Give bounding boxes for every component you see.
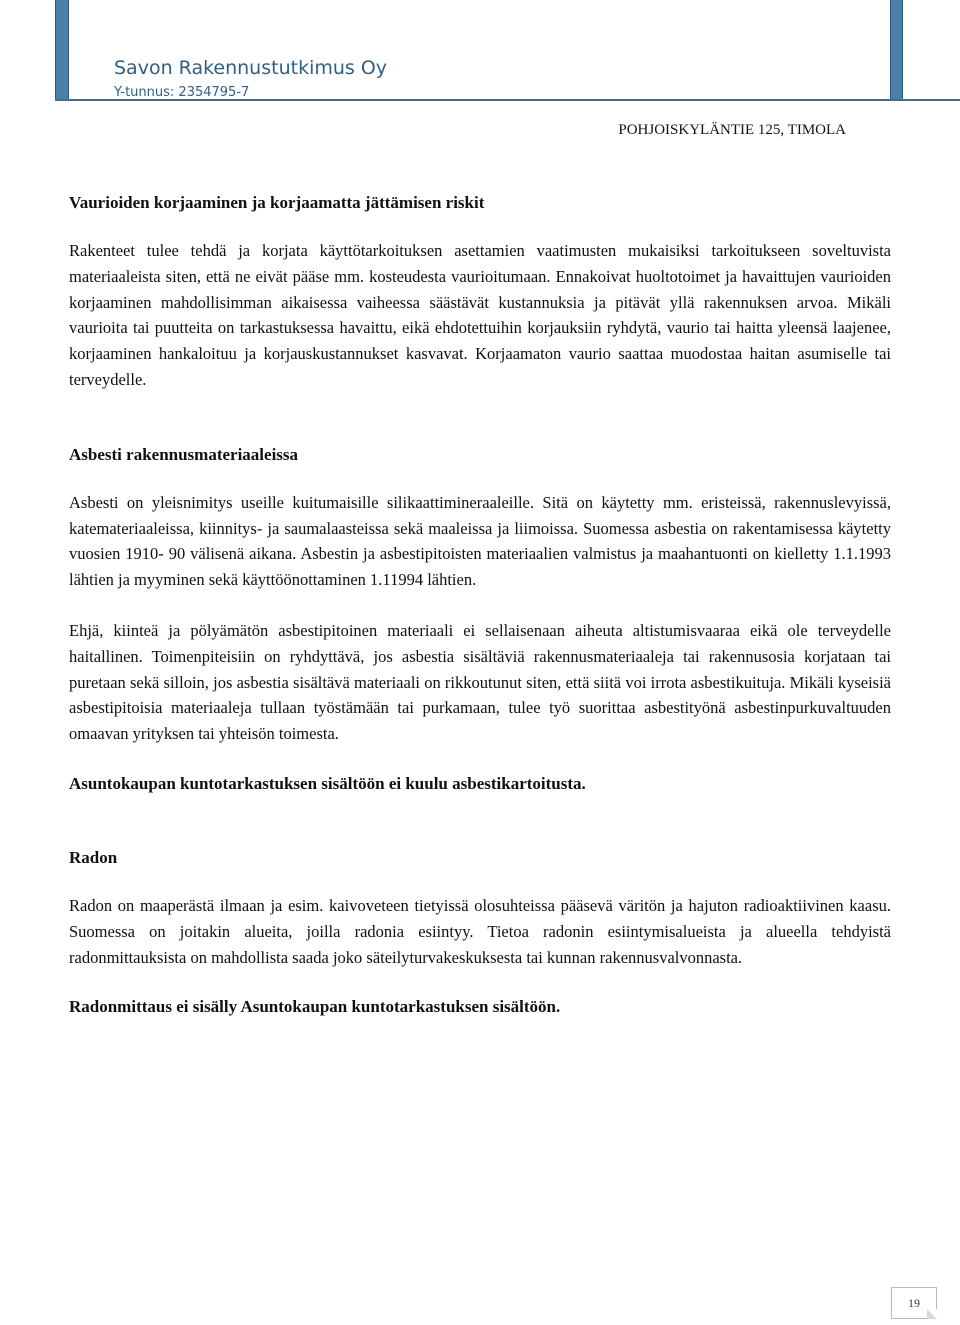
radon-note: Radonmittaus ei sisälly Asuntokaupan kuntotarkastuksen sisältöön. (69, 997, 561, 1017)
property-address: POHJOISKYLÄNTIE 125, TIMOLA (618, 122, 846, 138)
page-number-box (891, 1287, 937, 1319)
paragraph-asbestos-1: Asbesti on yleisnimitys useille kuitumaisille silikaattimineraaleille. Sitä on käytetty mm. eristeissä, rakennuslevyissä, katemateriaaleissa, kiinnitys- ja saumalaasteissa sekä maaleissa ja liimoissa. Suomessa asbestia on rakentamisessa käytetty vuosien 1910- 90 välisenä aikana. Asbestin ja asbestipitoisten materiaalien valmistus ja maahantuonti on kielletty 1.1.1993 lähtien ja myyminen sekä käyttöönottaminen 1.11994 lähtien. (69, 492, 891, 590)
header-right-bar (890, 0, 903, 100)
page-curl-icon (927, 1309, 937, 1319)
section-heading-repairs: Vaurioiden korjaaminen ja korjaamatta jättämisen riskit (69, 193, 485, 212)
company-name: Savon Rakennustutkimus Oy (114, 57, 388, 79)
paragraph-repairs: Rakenteet tulee tehdä ja korjata käyttötarkoituksen asettamien vaatimusten mukaisiksi tarkoitukseen soveltuvista materiaaleista siten, että ne eivät pääse mm. kosteudesta vaurioitumaan. Ennakoivat huoltotoimet ja havaittujen vaurioiden korjaaminen mahdollisimman aikaisessa vaiheessa säästävät kustannuksia ja pitävät yllä rakennuksen arvoa. Mikäli vaurioita tai puutteita on tarkastuksessa havaittu, eikä ehdotettuihin korjauksiin ryhdytä, vaurio tai haitta yleensä laajenee, korjaaminen hankaloituu ja korjauskustannukset kasvavat. Korjaamaton vaurio saattaa muodostaa haitan asumiselle tai terveydelle. (69, 241, 891, 389)
business-id: Y-tunnus: 2354795-7 (114, 85, 250, 100)
section-heading-asbestos: Asbesti rakennusmateriaaleissa (69, 444, 299, 464)
section-heading-radon: Radon (69, 847, 118, 867)
paragraph-radon: Radon on maaperästä ilmaan ja esim. kaivoveteen tietyissä olosuhteissa pääsevä väritön ja hajuton radioaktiivinen kaasu. Suomessa on joitakin alueita, joilla radonia esiintyy. Tietoa radonin esiintymisalueista ja alueella tehdyistä radonmittauksista on mahdollista saada joko säteilyturvakeskuksesta tai kunnan rakennusvalvonnasta. (69, 895, 891, 967)
page-number: 19 (908, 1295, 920, 1310)
paragraph-asbestos-2: Ehjä, kiinteä ja pölyämätön asbestipitoinen materiaali ei sellaisenaan aiheuta altistumisvaaraa eikä ole terveydelle haitallinen. Toimenpiteisiin on ryhdyttävä, jos asbestia sisältäviä rakennusmateriaaleja tai rakennusosia korjataan tai puretaan sekä silloin, jos asbestia sisältävä materiaali on rikkoutunut siten, että siitä voi irrota asbestikuituja. Mikäli kyseisiä asbestipitoisia materiaaleja tullaan työstämään tai purkamaan, tulee työ suorittaa asbestityönä asbestinpurkuvaltuuden omaavan yrityksen tai yhteisön toimesta. (69, 620, 891, 744)
document-body (69, 191, 891, 1019)
header-left-bar (55, 0, 69, 100)
asbestos-note: Asuntokaupan kuntotarkastuksen sisältöön ei kuulu asbestikartoitusta. (69, 773, 586, 793)
